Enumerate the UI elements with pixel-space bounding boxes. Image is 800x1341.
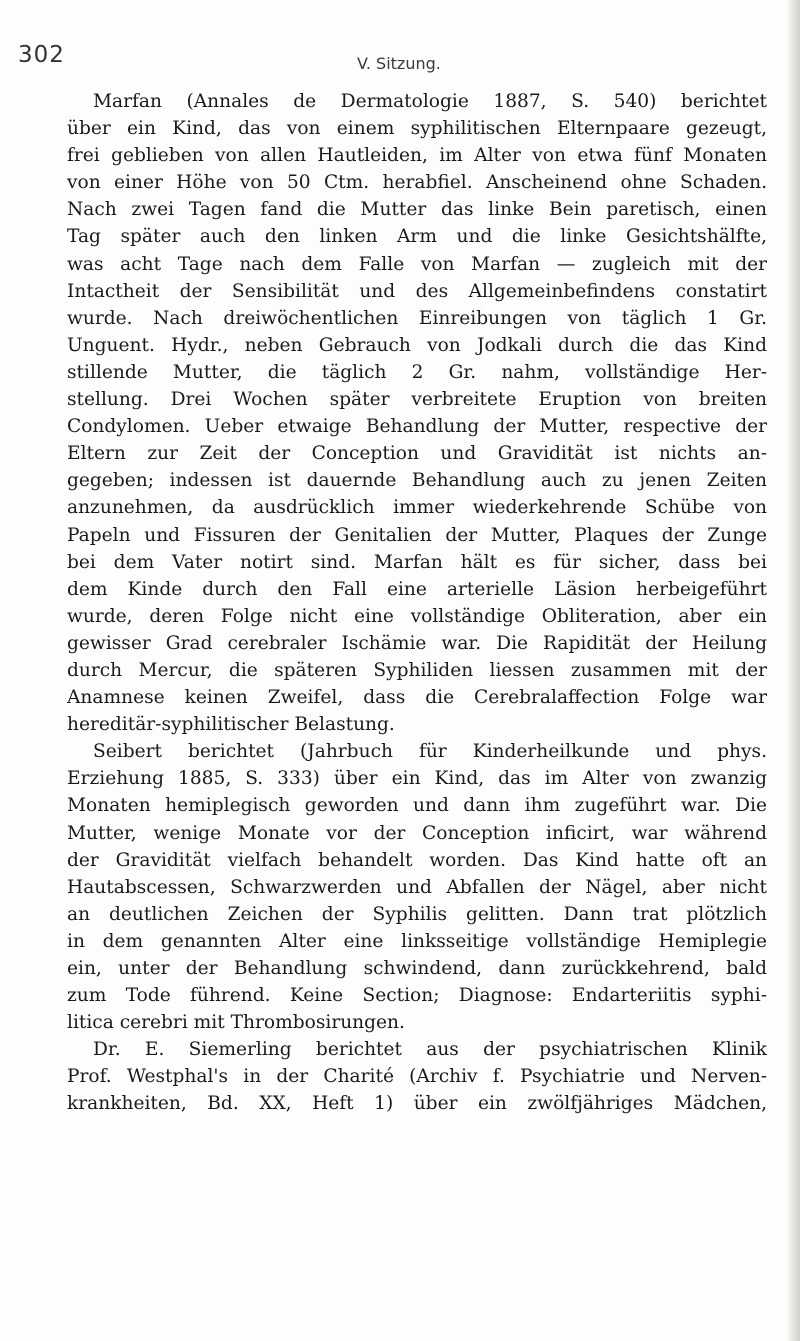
text-line: Tag später auch den linken Arm und die linke Gesichtshälfte,: [67, 226, 767, 248]
text-line: was acht Tage nach dem Falle von Marfan — zugleich mit der: [67, 253, 767, 275]
text-line: von einer Höhe von 50 Ctm. herabfiel. Anscheinend ohne Schaden.: [67, 172, 767, 194]
text-line: Anamnese keinen Zweifel, dass die Cerebralaffection Folge war: [67, 687, 767, 709]
text-line: Hautabscessen, Schwarzwerden und Abfallen der Nägel, aber nicht: [67, 876, 767, 898]
paragraph-siemerling: [67, 1036, 767, 1117]
text-line: gewisser Grad cerebraler Ischämie war. Die Rapidität der Heilung: [67, 632, 767, 654]
text-line: anzunehmen, da ausdrücklich immer wiederkehrende Schübe von: [67, 497, 767, 519]
running-head: V. Sitzung.: [357, 54, 441, 73]
text-line: Prof. Westphal's in der Charité (Archiv f. Psychiatrie und Nerven-: [67, 1066, 767, 1088]
text-line: der Gravidität vielfach behandelt worden. Das Kind hatte oft an: [67, 849, 767, 871]
text-line: durch Mercur, die späteren Syphiliden liessen zusammen mit der: [67, 659, 767, 681]
text-line: dem Kinde durch den Fall eine arterielle Läsion herbeigeführt: [67, 578, 767, 600]
text-line: über ein Kind, das von einem syphilitischen Elternpaare gezeugt,: [67, 118, 767, 140]
text-line: bei dem Vater notirt sind. Marfan hält es für sicher, dass bei: [67, 551, 767, 573]
body-text: [67, 88, 767, 1118]
text-line: in dem genannten Alter eine linksseitige vollständige Hemiplegie: [67, 930, 767, 952]
text-line: Monaten hemiplegisch geworden und dann ihm zugeführt war. Die: [67, 795, 767, 817]
text-line: Papeln und Fissuren der Genitalien der Mutter, Plaques der Zunge: [67, 524, 767, 546]
text-line: Dr. E. Siemerling berichtet aus der psychiatrischen Klinik: [93, 1039, 767, 1061]
text-line: Nach zwei Tagen fand die Mutter das linke Bein paretisch, einen: [67, 199, 767, 221]
page-edge-shadow: [786, 0, 800, 1341]
text-line: hereditär-syphilitischer Belastung.: [67, 714, 395, 736]
text-line: stillende Mutter, die täglich 2 Gr. nahm, vollständige Her-: [67, 361, 767, 383]
paragraph-marfan: [67, 88, 767, 738]
text-line: wurde, deren Folge nicht eine vollständige Obliteration, aber ein: [67, 605, 767, 627]
text-line: frei geblieben von allen Hautleiden, im Alter von etwa fünf Monaten: [67, 145, 767, 167]
text-line: Erziehung 1885, S. 333) über ein Kind, das im Alter von zwanzig: [67, 768, 767, 790]
text-line: Unguent. Hydr., neben Gebrauch von Jodkali durch die das Kind: [67, 334, 767, 356]
text-line: gegeben; indessen ist dauernde Behandlung auch zu jenen Zeiten: [67, 470, 767, 492]
paragraph-seibert: [67, 738, 767, 1036]
text-line: krankheiten, Bd. XX, Heft 1) über ein zwölfjähriges Mädchen,: [67, 1093, 767, 1115]
text-line: Condylomen. Ueber etwaige Behandlung der Mutter, respective der: [67, 416, 767, 438]
page-number: 302: [18, 42, 65, 68]
text-line: Marfan (Annales de Dermatologie 1887, S. 540) berichtet: [93, 91, 767, 112]
text-line: an deutlichen Zeichen der Syphilis gelitten. Dann trat plötzlich: [67, 903, 767, 925]
text-line: Seibert berichtet (Jahrbuch für Kinderheilkunde und phys.: [93, 741, 767, 763]
text-line: stellung. Drei Wochen später verbreitete Eruption von breiten: [67, 389, 767, 411]
text-line: ein, unter der Behandlung schwindend, dann zurückkehrend, bald: [67, 958, 767, 979]
text-line: zum Tode führend. Keine Section; Diagnose: Endarteriitis syphi-: [67, 985, 767, 1007]
text-line: Eltern zur Zeit der Conception und Gravidität ist nichts an-: [67, 443, 767, 465]
text-line: Intactheit der Sensibilität und des Allgemeinbefindens constatirt: [67, 280, 767, 302]
text-line: Mutter, wenige Monate vor der Conception inficirt, war während: [67, 822, 767, 844]
text-line: litica cerebri mit Thrombosirungen.: [67, 1012, 405, 1034]
text-line: wurde. Nach dreiwöchentlichen Einreibungen von täglich 1 Gr.: [67, 307, 767, 329]
